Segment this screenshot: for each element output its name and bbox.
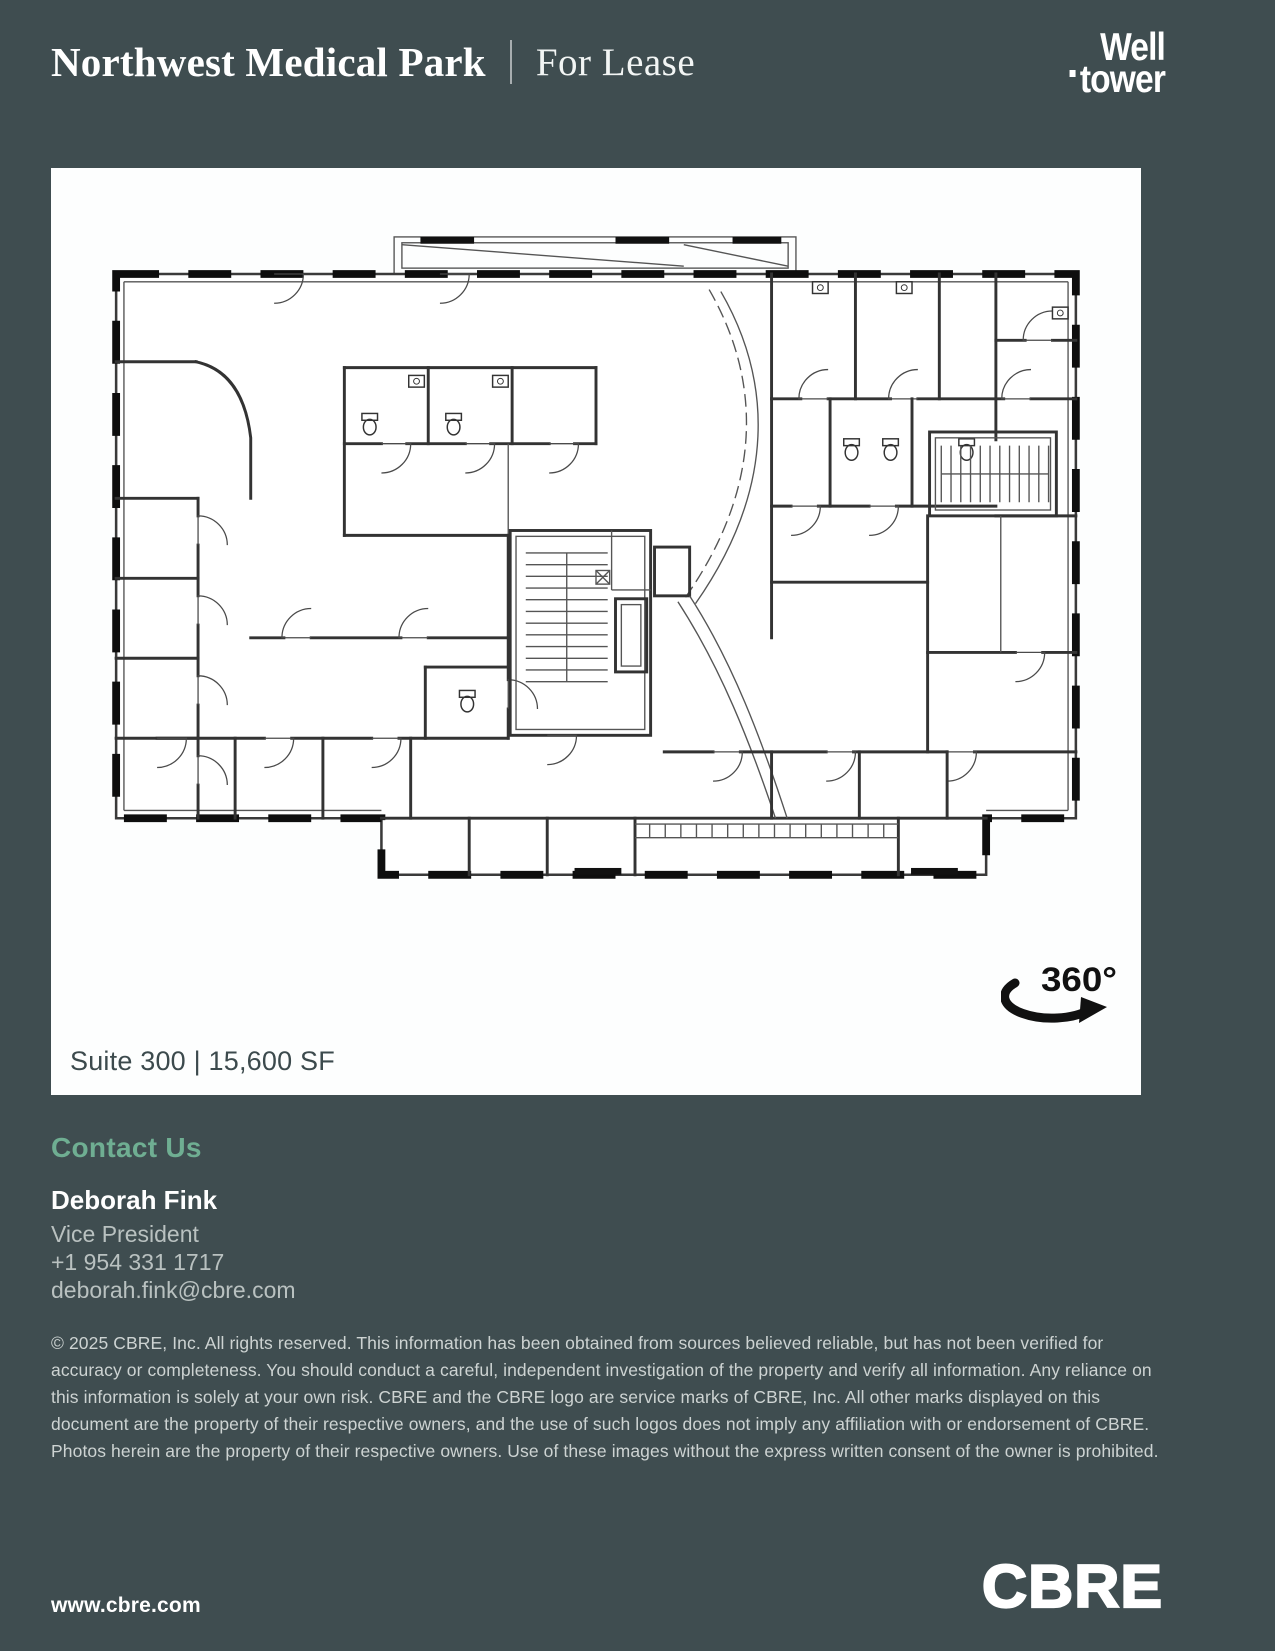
floorplan-panel bbox=[51, 168, 1141, 1095]
contact-section bbox=[51, 1132, 296, 1304]
floor-plan-drawing bbox=[75, 194, 1117, 906]
header bbox=[51, 26, 1165, 128]
contact-email[interactable]: deborah.fink@cbre.com bbox=[51, 1277, 296, 1303]
welltower-logo bbox=[1070, 26, 1165, 101]
contact-heading: Contact Us bbox=[51, 1132, 202, 1163]
page-title: Northwest Medical Park bbox=[51, 39, 486, 85]
page-subtitle: For Lease bbox=[535, 40, 696, 84]
cbre-logo: CBRE bbox=[982, 1553, 1163, 1620]
title-divider bbox=[510, 40, 512, 84]
virtual-tour-360-icon[interactable] bbox=[1001, 955, 1119, 1029]
contact-title: Vice President bbox=[51, 1221, 199, 1247]
cbre-website-link[interactable]: www.cbre.com bbox=[51, 1594, 201, 1617]
title-row bbox=[51, 38, 1165, 86]
suite-caption: Suite 300 | 15,600 SF bbox=[70, 1046, 335, 1076]
legal-disclaimer: © 2025 CBRE, Inc. All rights reserved. This information has been obtained from sources believed reliable, but has not been verified for accuracy or completeness. You should conduct a careful, independent investigation of the property and verify all information. Any reliance on this information is solely at your own risk. CBRE and the CBRE logo are service marks of CBRE, Inc. All other marks displayed on this document are the property of their respective owners, and the use of such logos does not imply any affiliation with or endorsement of CBRE. Photos herein are the property of their respective owners. Use of these images without the express written consent of the owner is prohibited. bbox=[51, 1333, 1159, 1461]
welltower-logo-line2: tower bbox=[1070, 64, 1165, 96]
welltower-logo-dot bbox=[1070, 70, 1076, 77]
icon-360-label: 360° bbox=[1041, 961, 1117, 999]
contact-phone[interactable]: +1 954 331 1717 bbox=[51, 1249, 225, 1275]
contact-name: Deborah Fink bbox=[51, 1185, 218, 1215]
welltower-logo-line1: Well bbox=[1100, 26, 1165, 69]
